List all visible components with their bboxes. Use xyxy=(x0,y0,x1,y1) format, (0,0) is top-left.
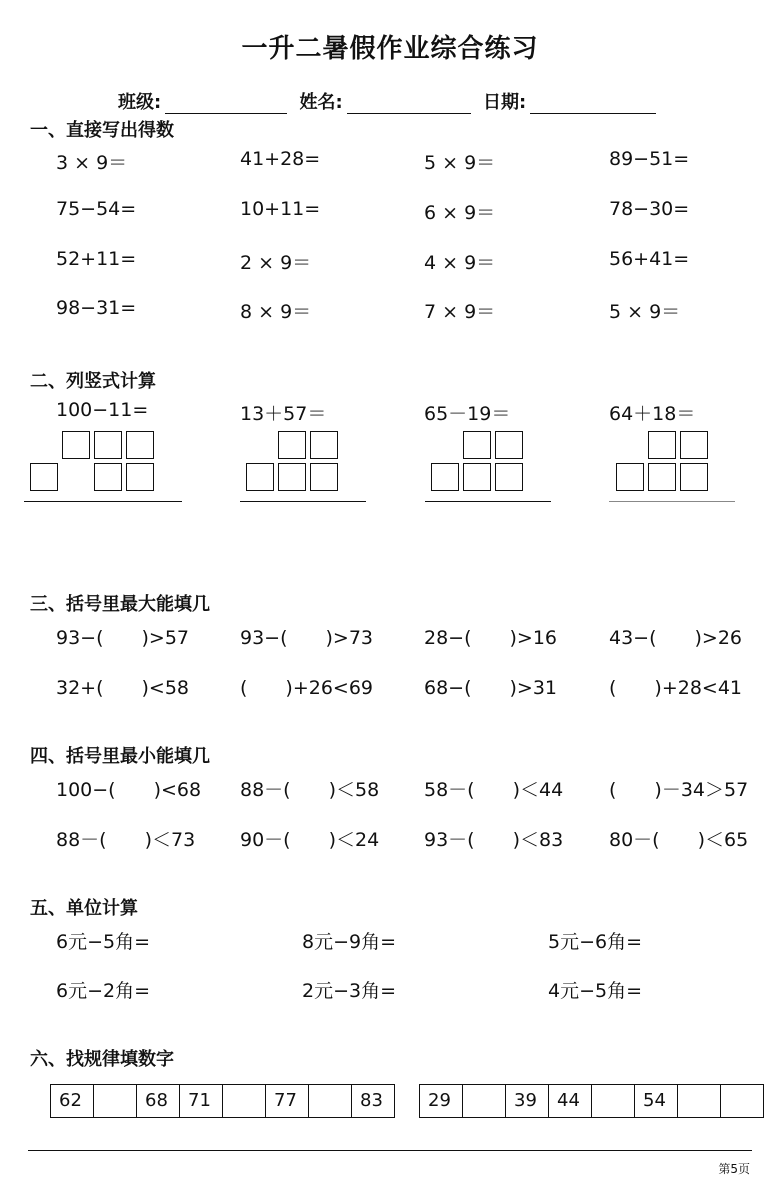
section-4-title: 四、括号里最小能填几 xyxy=(30,746,210,767)
problem: 8 × 9＝ xyxy=(240,301,312,323)
problem: ( )+28<41 xyxy=(609,677,743,699)
section-1-title: 一、直接写出得数 xyxy=(30,120,174,141)
problem: 41+28= xyxy=(240,148,321,170)
problem: 4 × 9＝ xyxy=(424,252,496,274)
problem: 32+( )<58 xyxy=(56,677,190,699)
date-blank[interactable] xyxy=(530,95,656,114)
sequence-cell: 77 xyxy=(266,1085,309,1117)
digit-box[interactable] xyxy=(648,431,676,459)
sequence-blank-cell[interactable] xyxy=(721,1085,764,1117)
problem: 98−31= xyxy=(56,297,137,319)
sequence-blank-cell[interactable] xyxy=(94,1085,137,1117)
student-info-row xyxy=(118,88,662,114)
digit-box[interactable] xyxy=(94,431,122,459)
problem: 10+11= xyxy=(240,198,321,220)
problem: 80－( )＜65 xyxy=(609,829,749,851)
digit-box[interactable] xyxy=(648,463,676,491)
digit-box[interactable] xyxy=(431,463,459,491)
problem: 100−( )<68 xyxy=(56,779,202,801)
digit-box[interactable] xyxy=(126,431,154,459)
problem: 52+11= xyxy=(56,248,137,270)
problem: 2元−3角= xyxy=(302,980,397,1002)
section-2-title: 二、列竖式计算 xyxy=(30,371,156,392)
problem: 2 × 9＝ xyxy=(240,252,312,274)
problem: ( )+26<69 xyxy=(240,677,374,699)
sequence-cell: 68 xyxy=(137,1085,180,1117)
sequence-cell: 39 xyxy=(506,1085,549,1117)
answer-line xyxy=(425,501,551,502)
sequence-cell: 83 xyxy=(352,1085,395,1117)
answer-line xyxy=(240,501,366,502)
problem: 3 × 9＝ xyxy=(56,152,128,174)
name-label: 姓名: xyxy=(299,92,343,113)
section-3-title: 三、括号里最大能填几 xyxy=(30,594,210,615)
name-blank[interactable] xyxy=(347,95,471,114)
footer-divider xyxy=(28,1150,752,1151)
page-title: 一升二暑假作业综合练习 xyxy=(241,34,539,64)
digit-box[interactable] xyxy=(62,431,90,459)
problem: 78−30= xyxy=(609,198,690,220)
class-label: 班级: xyxy=(118,92,162,113)
problem: 6元−2角= xyxy=(56,980,151,1002)
problem: 93－( )＜83 xyxy=(424,829,564,851)
problem: 56+41= xyxy=(609,248,690,270)
vertical-problem: 13＋57＝ xyxy=(240,403,327,425)
vertical-problem: 65－19＝ xyxy=(424,403,511,425)
sequence-blank-cell[interactable] xyxy=(678,1085,721,1117)
problem: 88－( )＜58 xyxy=(240,779,380,801)
problem: 6元−5角= xyxy=(56,931,151,953)
digit-box[interactable] xyxy=(495,463,523,491)
sequence-cell: 62 xyxy=(51,1085,94,1117)
date-label: 日期: xyxy=(482,92,527,113)
sequence-cell: 29 xyxy=(420,1085,463,1117)
problem: 28−( )>16 xyxy=(424,627,558,649)
digit-box[interactable] xyxy=(94,463,122,491)
problem: 93−( )>73 xyxy=(240,627,374,649)
digit-box[interactable] xyxy=(30,463,58,491)
sequence-blank-cell[interactable] xyxy=(463,1085,506,1117)
page-number: 第5页 xyxy=(718,1162,750,1176)
digit-box[interactable] xyxy=(495,431,523,459)
digit-box[interactable] xyxy=(463,431,491,459)
answer-line xyxy=(24,501,182,502)
problem: 4元−5角= xyxy=(548,980,643,1002)
problem: 89−51= xyxy=(609,148,690,170)
vertical-problem: 100−11= xyxy=(56,399,149,421)
problem: 58－( )＜44 xyxy=(424,779,564,801)
digit-box[interactable] xyxy=(680,463,708,491)
sequence-cell: 71 xyxy=(180,1085,223,1117)
problem: 43−( )>26 xyxy=(609,627,743,649)
digit-box[interactable] xyxy=(278,463,306,491)
vertical-problem: 64＋18＝ xyxy=(609,403,696,425)
problem: 6 × 9＝ xyxy=(424,202,496,224)
sequence-table-2 xyxy=(419,1084,764,1118)
sequence-blank-cell[interactable] xyxy=(309,1085,352,1117)
digit-box[interactable] xyxy=(278,431,306,459)
section-5-title: 五、单位计算 xyxy=(30,898,138,919)
problem: 75−54= xyxy=(56,198,137,220)
sequence-blank-cell[interactable] xyxy=(223,1085,266,1117)
problem: 68−( )>31 xyxy=(424,677,558,699)
problem: 5 × 9＝ xyxy=(609,301,681,323)
problem: 93−( )>57 xyxy=(56,627,190,649)
section-6-title: 六、找规律填数字 xyxy=(30,1049,174,1070)
sequence-table-1 xyxy=(50,1084,395,1118)
sequence-blank-cell[interactable] xyxy=(592,1085,635,1117)
digit-box[interactable] xyxy=(310,463,338,491)
problem: 8元−9角= xyxy=(302,931,397,953)
problem: ( )－34＞57 xyxy=(609,779,749,801)
problem: 7 × 9＝ xyxy=(424,301,496,323)
problem: 88－( )＜73 xyxy=(56,829,196,851)
sequence-cell: 44 xyxy=(549,1085,592,1117)
digit-box[interactable] xyxy=(246,463,274,491)
digit-box[interactable] xyxy=(616,463,644,491)
problem: 5元−6角= xyxy=(548,931,643,953)
problem: 5 × 9＝ xyxy=(424,152,496,174)
problem: 90－( )＜24 xyxy=(240,829,380,851)
digit-box[interactable] xyxy=(463,463,491,491)
class-blank[interactable] xyxy=(165,95,287,114)
sequence-cell: 54 xyxy=(635,1085,678,1117)
digit-box[interactable] xyxy=(126,463,154,491)
answer-line xyxy=(609,501,735,502)
digit-box[interactable] xyxy=(310,431,338,459)
digit-box[interactable] xyxy=(680,431,708,459)
